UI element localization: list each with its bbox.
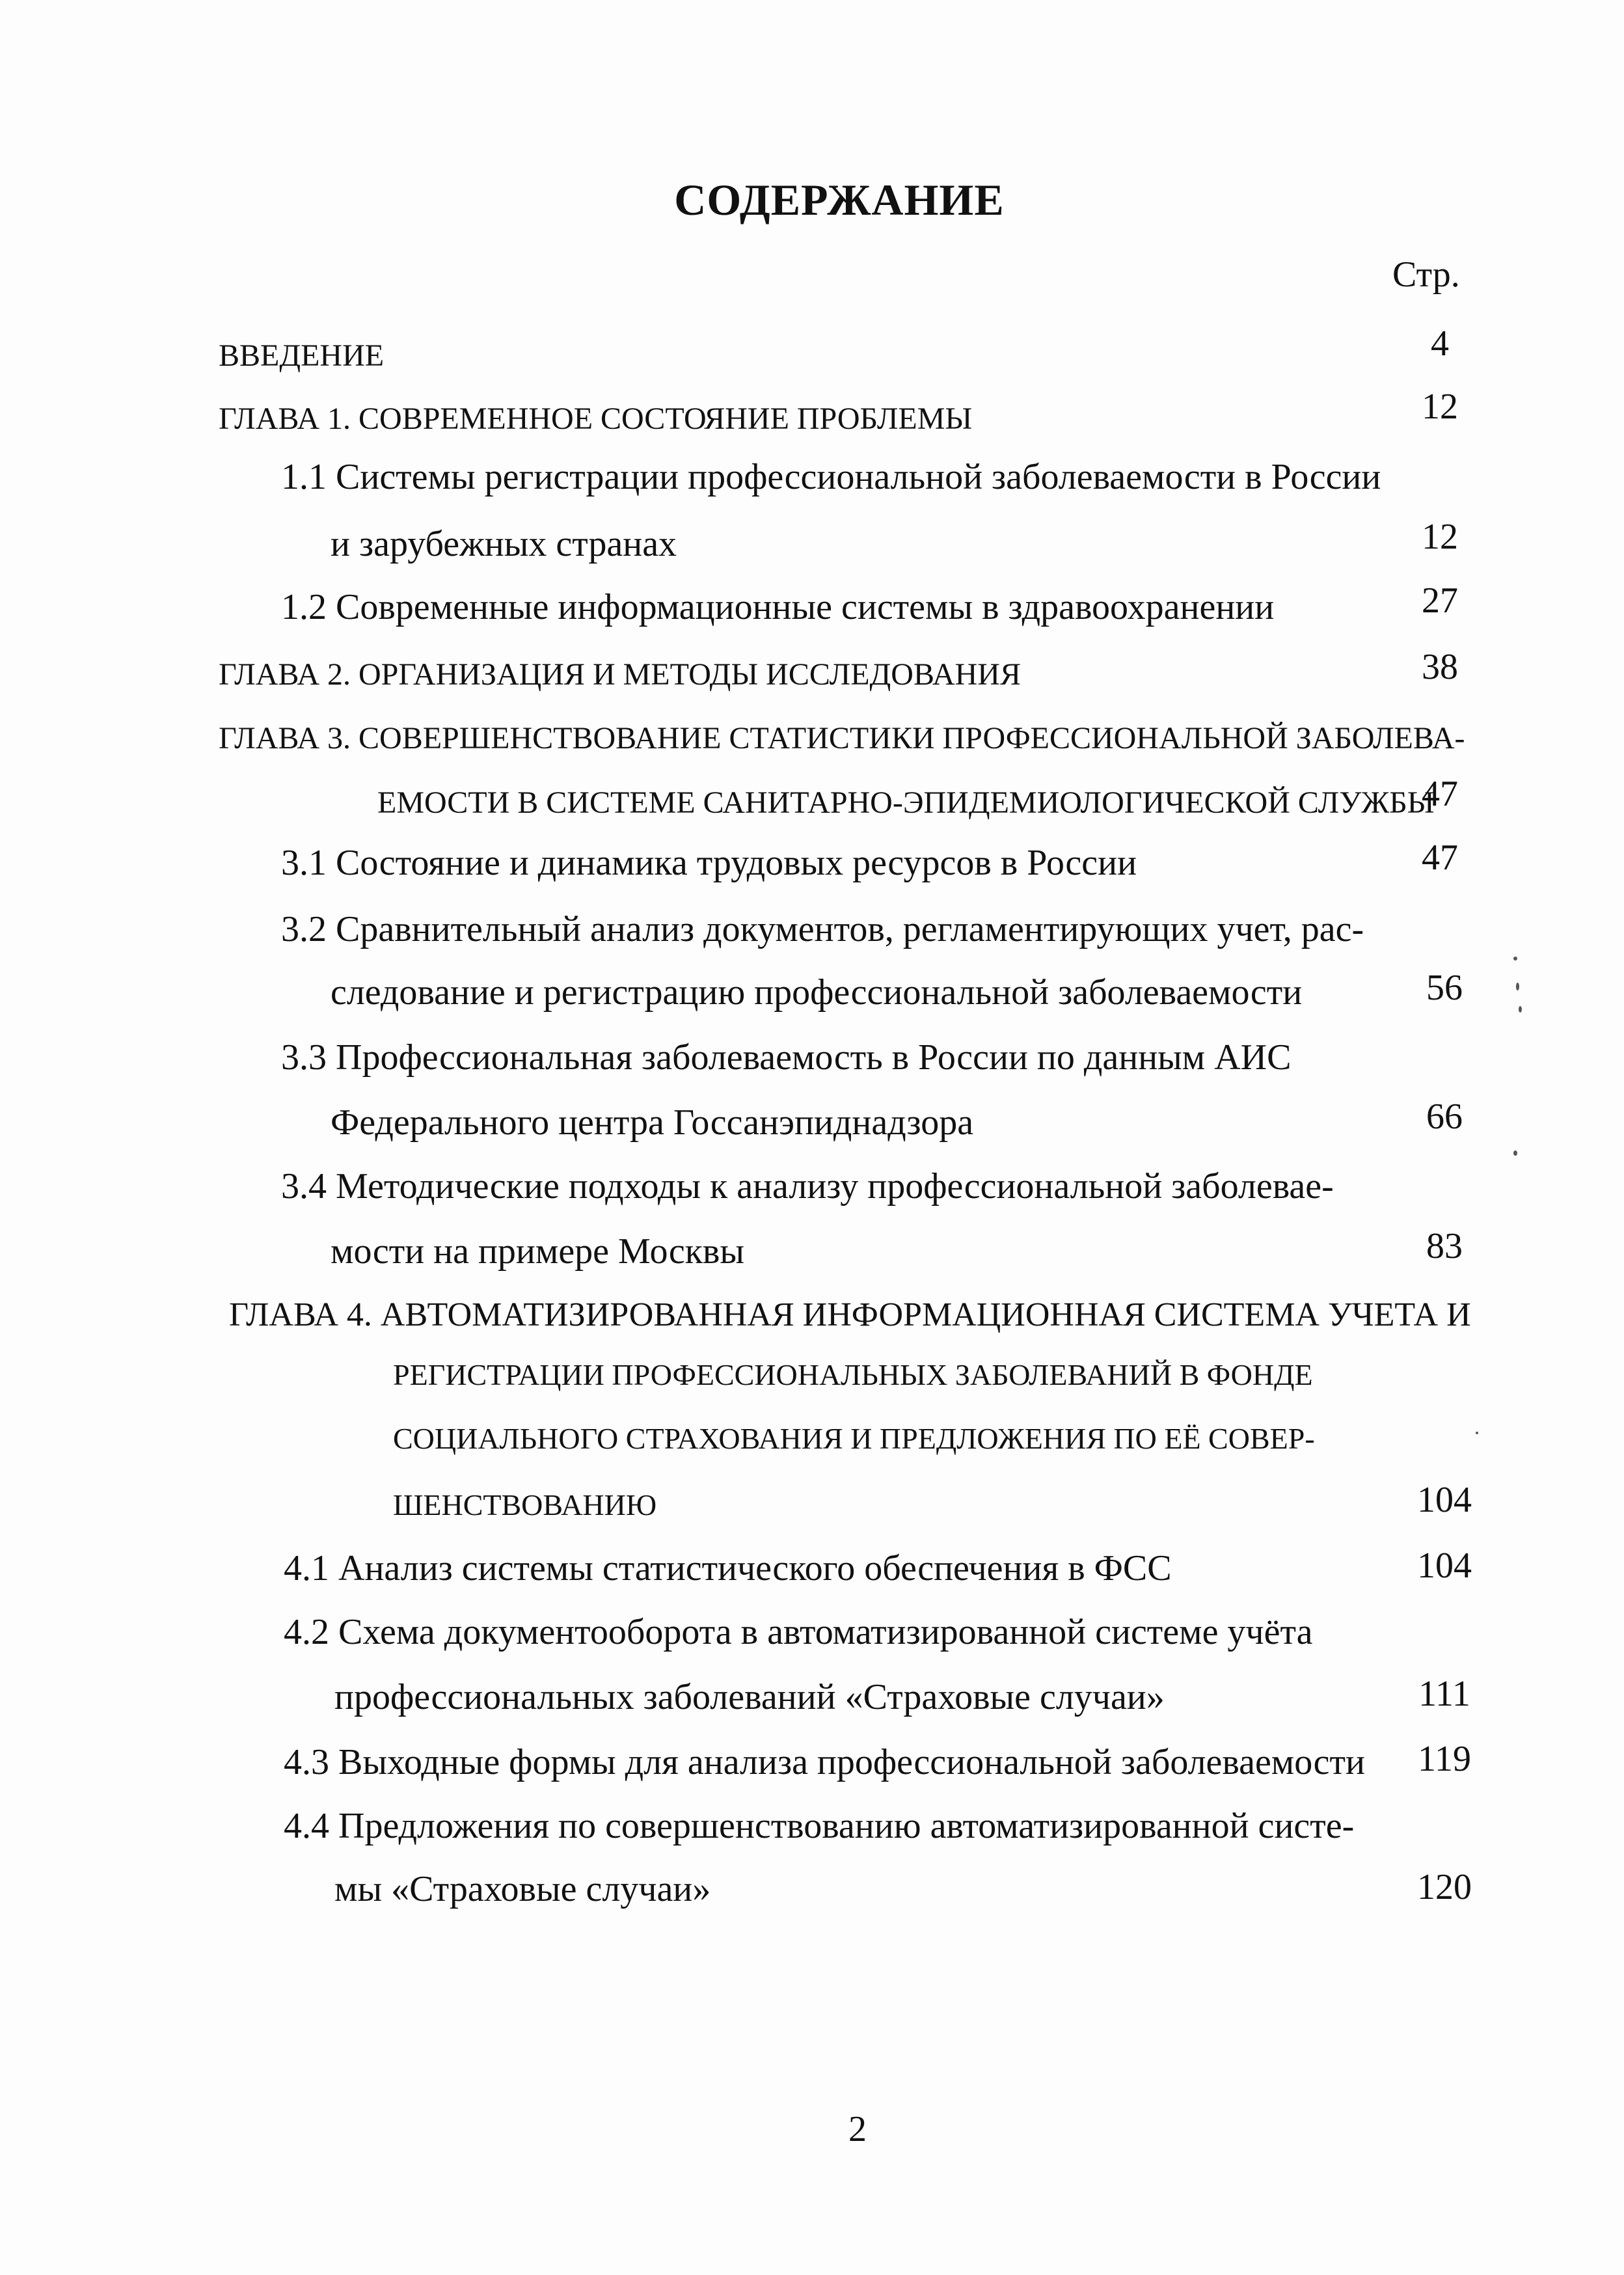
toc-entry-section-3-2: 3.2 Сравнительный анализ документов, регламентирующих учет, рас- bbox=[281, 909, 1364, 949]
toc-entry-section-1-1: 1.1 Системы регистрации профессиональной заболеваемости в России bbox=[281, 457, 1381, 497]
toc-page-number: 47 bbox=[1422, 838, 1458, 878]
toc-entry-section-4-4: 4.4 Предложения по совершенствованию автоматизированной систе- bbox=[284, 1806, 1355, 1846]
page-title: СОДЕРЖАНИЕ bbox=[674, 175, 1005, 225]
toc-entry-chapter-3: ГЛАВА 3. СОВЕРШЕНСТВОВАНИЕ СТАТИСТИКИ ПРОФЕССИОНАЛЬНОЙ ЗАБОЛЕВА- bbox=[219, 721, 1465, 756]
toc-entry-section-3-3-cont: Федерального центра Госсанэпиднадзора bbox=[331, 1102, 974, 1143]
toc-page-number: 27 bbox=[1422, 580, 1458, 621]
toc-page-number: 47 bbox=[1422, 774, 1458, 814]
toc-page-number: 4 bbox=[1431, 323, 1449, 364]
toc-entry-introduction: ВВЕДЕНИЕ bbox=[219, 338, 385, 373]
toc-page-number: 12 bbox=[1422, 387, 1458, 427]
toc-page-number: 104 bbox=[1417, 1546, 1472, 1586]
toc-page-number: 104 bbox=[1417, 1480, 1472, 1520]
toc-entry-chapter-4: ГЛАВА 4. АВТОМАТИЗИРОВАННАЯ ИНФОРМАЦИОННАЯ СИСТЕМА УЧЕТА И bbox=[229, 1296, 1471, 1333]
toc-entry-chapter-3-cont: ЕМОСТИ В СИСТЕМЕ САНИТАРНО-ЭПИДЕМИОЛОГИЧЕСКОЙ СЛУЖБЫ bbox=[377, 785, 1435, 820]
toc-page-number: 83 bbox=[1426, 1226, 1463, 1266]
toc-page-number: 111 bbox=[1418, 1674, 1470, 1714]
toc-entry-section-3-4: 3.4 Методические подходы к анализу профессиональной заболевае- bbox=[281, 1166, 1334, 1206]
toc-entry-section-4-1: 4.1 Анализ системы статистического обеспечения в ФСС bbox=[284, 1548, 1172, 1588]
scan-speck bbox=[1513, 957, 1517, 960]
toc-entry-chapter-4-cont-3: ШЕНСТВОВАНИЮ bbox=[393, 1488, 657, 1521]
toc-entry-section-4-2-cont: профессиональных заболеваний «Страховые случаи» bbox=[334, 1677, 1165, 1717]
toc-entry-section-4-4-cont: мы «Страховые случаи» bbox=[334, 1869, 711, 1909]
toc-entry-chapter-2: ГЛАВА 2. ОРГАНИЗАЦИЯ И МЕТОДЫ ИССЛЕДОВАНИЯ bbox=[219, 657, 1021, 692]
toc-entry-section-4-2: 4.2 Схема документооборота в автоматизированной системе учёта bbox=[284, 1612, 1313, 1652]
toc-entry-section-3-1: 3.1 Состояние и динамика трудовых ресурсов в России bbox=[281, 843, 1137, 883]
scan-speck bbox=[1513, 1151, 1517, 1156]
toc-page-number: 56 bbox=[1426, 968, 1463, 1008]
scan-speck bbox=[1516, 983, 1519, 990]
toc-page-number: 119 bbox=[1418, 1739, 1471, 1779]
toc-page-number: 38 bbox=[1422, 647, 1458, 687]
toc-entry-section-3-3: 3.3 Профессиональная заболеваемость в России по данным АИС bbox=[281, 1037, 1292, 1078]
page-column-label: Стр. bbox=[1392, 254, 1460, 295]
toc-entry-section-3-4-cont: мости на примере Москвы bbox=[331, 1231, 744, 1272]
toc-entry-chapter-1: ГЛАВА 1. СОВРЕМЕННОЕ СОСТОЯНИЕ ПРОБЛЕМЫ bbox=[219, 402, 973, 436]
scan-speck bbox=[1476, 1432, 1478, 1434]
toc-page-number: 120 bbox=[1417, 1867, 1472, 1907]
toc-entry-section-4-3: 4.3 Выходные формы для анализа профессиональной заболеваемости bbox=[284, 1742, 1365, 1782]
toc-entry-section-1-2: 1.2 Современные информационные системы в здравоохранении bbox=[281, 587, 1275, 627]
toc-entry-section-3-2-cont: следование и регистрацию профессиональной заболеваемости bbox=[331, 972, 1303, 1013]
toc-entry-chapter-4-cont-2: СОЦИАЛЬНОГО СТРАХОВАНИЯ И ПРЕДЛОЖЕНИЯ ПО ЕЁ СОВЕР- bbox=[393, 1422, 1315, 1455]
toc-page-number: 12 bbox=[1422, 517, 1458, 557]
page-number: 2 bbox=[848, 2109, 867, 2149]
toc-page-number: 66 bbox=[1426, 1097, 1463, 1137]
toc-entry-section-1-1-cont: и зарубежных странах bbox=[331, 524, 677, 564]
toc-entry-chapter-4-cont-1: РЕГИСТРАЦИИ ПРОФЕССИОНАЛЬНЫХ ЗАБОЛЕВАНИЙ В ФОНДЕ bbox=[393, 1358, 1313, 1391]
scan-speck bbox=[1519, 1006, 1522, 1013]
